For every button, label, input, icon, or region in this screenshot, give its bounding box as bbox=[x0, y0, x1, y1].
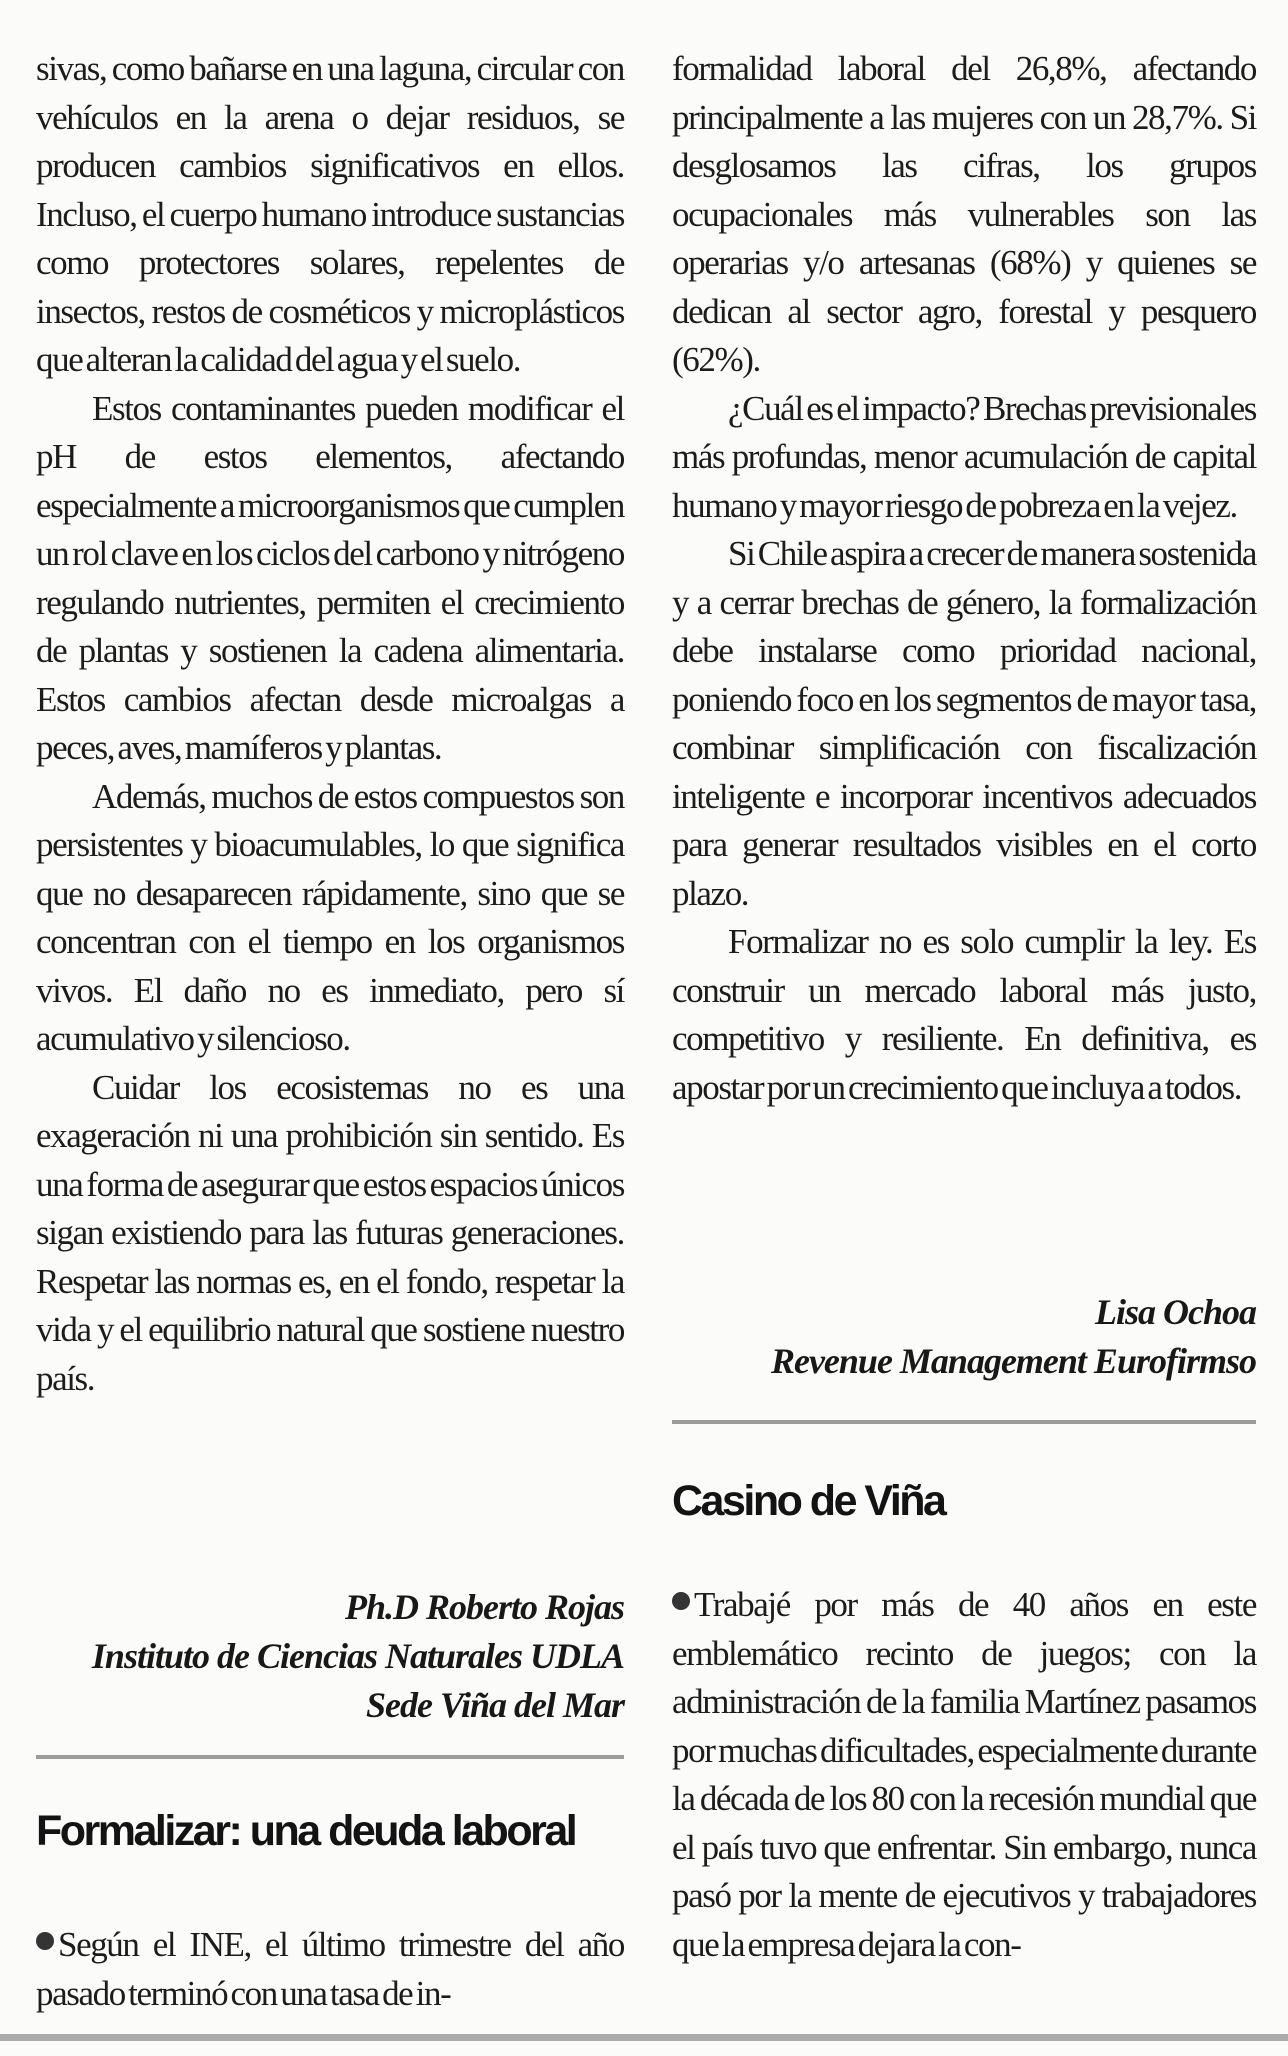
paragraph-continuation: sivas, como bañarse en una laguna, circular con vehículos en la arena o dejar residuos, se producen cambios significativos en ellos. Incluso, el cuerpo humano introduce sustancias como protectores solares, repelentes de insectos, restos de cosméticos y microplásticos que alteran la calidad del agua y el suelo. bbox=[36, 49, 624, 379]
bullet-icon bbox=[36, 1932, 54, 1950]
signature-affiliation: Instituto de Ciencias Naturales UDLA bbox=[91, 1636, 624, 1676]
section-heading-formalizar: Formalizar: una deuda laboral bbox=[36, 1807, 576, 1855]
left-column-body bbox=[36, 45, 624, 1403]
paragraph: Formalizar no es solo cumplir la ley. Es construir un mercado laboral más justo, competitivo y resiliente. En definitiva, es apostar por un crecimiento que incluya a todos. bbox=[672, 922, 1256, 1107]
paragraph: Además, muchos de estos compuestos son persistentes y bioacumulables, lo que significa que no desaparecen rápidamente, sino que se concentran con el tiempo en los organismos vivos. El daño no es inmediato, pero sí acumulativo y silencioso. bbox=[36, 776, 624, 1058]
paragraph: Si Chile aspira a crecer de manera sostenida y a cerrar brechas de género, la formalización debe instalarse como prioridad nacional, poniendo foco en los segmentos de mayor tasa, combinar simplificación con fiscalización inteligente e incorporar incentivos adecuados para generar resultados visibles en el corto plazo. bbox=[672, 534, 1256, 913]
signature-block-lisa-ochoa bbox=[672, 1288, 1256, 1386]
bullet-paragraph-text: Trabajé por más de 40 años en este emblemático recinto de juegos; con la administración de la familia Martínez pasamos por muchas dificultades, especialmente durante la década de los 80 con la recesión mundial que el país tuvo que enfrentar. Sin embargo, nunca pasó por la mente de ejecutivos y trabajadores que la empresa dejara la con- bbox=[672, 1585, 1256, 1964]
section-divider bbox=[672, 1420, 1256, 1424]
paragraph: ¿Cuál es el impacto? Brechas previsionales más profundas, menor acumulación de capital humano y mayor riesgo de pobreza en la vejez. bbox=[672, 388, 1256, 525]
signature-name: Ph.D Roberto Rojas bbox=[344, 1587, 624, 1627]
left-column bbox=[36, 45, 624, 2013]
signature-block-roberto-rojas bbox=[36, 1583, 624, 1730]
paragraph: Estos contaminantes pueden modificar el pH de estos elementos, afectando especialmente a microorganismos que cumplen un rol clave en los ciclos del carbono y nitrógeno regulando nutrientes, permiten el crecimiento de plantas y sostienen la cadena alimentaria. Estos cambios afectan desde microalgas a peces, aves, mamíferos y plantas. bbox=[36, 388, 624, 767]
signature-affiliation: Revenue Management Eurofirmso bbox=[770, 1341, 1256, 1381]
paragraph: Cuidar los ecosistemas no es una exageración ni una prohibición sin sentido. Es una forma de asegurar que estos espacios únicos sigan existiendo para las futuras generaciones. Respetar las normas es, en el fondo, respetar la vida y el equilibrio natural que sostiene nuestro país. bbox=[36, 1067, 624, 1398]
signature-name: Lisa Ochoa bbox=[1095, 1292, 1256, 1332]
section-divider bbox=[36, 1755, 624, 1759]
bullet-paragraph bbox=[672, 1581, 1256, 1969]
signature-location: Sede Viña del Mar bbox=[365, 1685, 624, 1725]
paragraph-continuation: formalidad laboral del 26,8%, afectando principalmente a las mujeres con un 28,7%. Si desglosamos las cifras, los grupos ocupacionales más vulnerables son las operarias y/o artesanas (68%) y quienes se dedican al sector agro, forestal y pesquero (62%). bbox=[672, 49, 1256, 379]
bullet-paragraph bbox=[36, 1921, 624, 2018]
bullet-paragraph-text: Según el INE, el último trimestre del año pasado terminó con una tasa de in- bbox=[36, 1925, 624, 2013]
right-column-body bbox=[672, 45, 1256, 1112]
right-column bbox=[672, 45, 1256, 1964]
section-heading-casino-de-vina: Casino de Viña bbox=[672, 1477, 945, 1525]
page-bottom-rule bbox=[0, 2034, 1288, 2041]
bullet-icon bbox=[672, 1592, 690, 1610]
